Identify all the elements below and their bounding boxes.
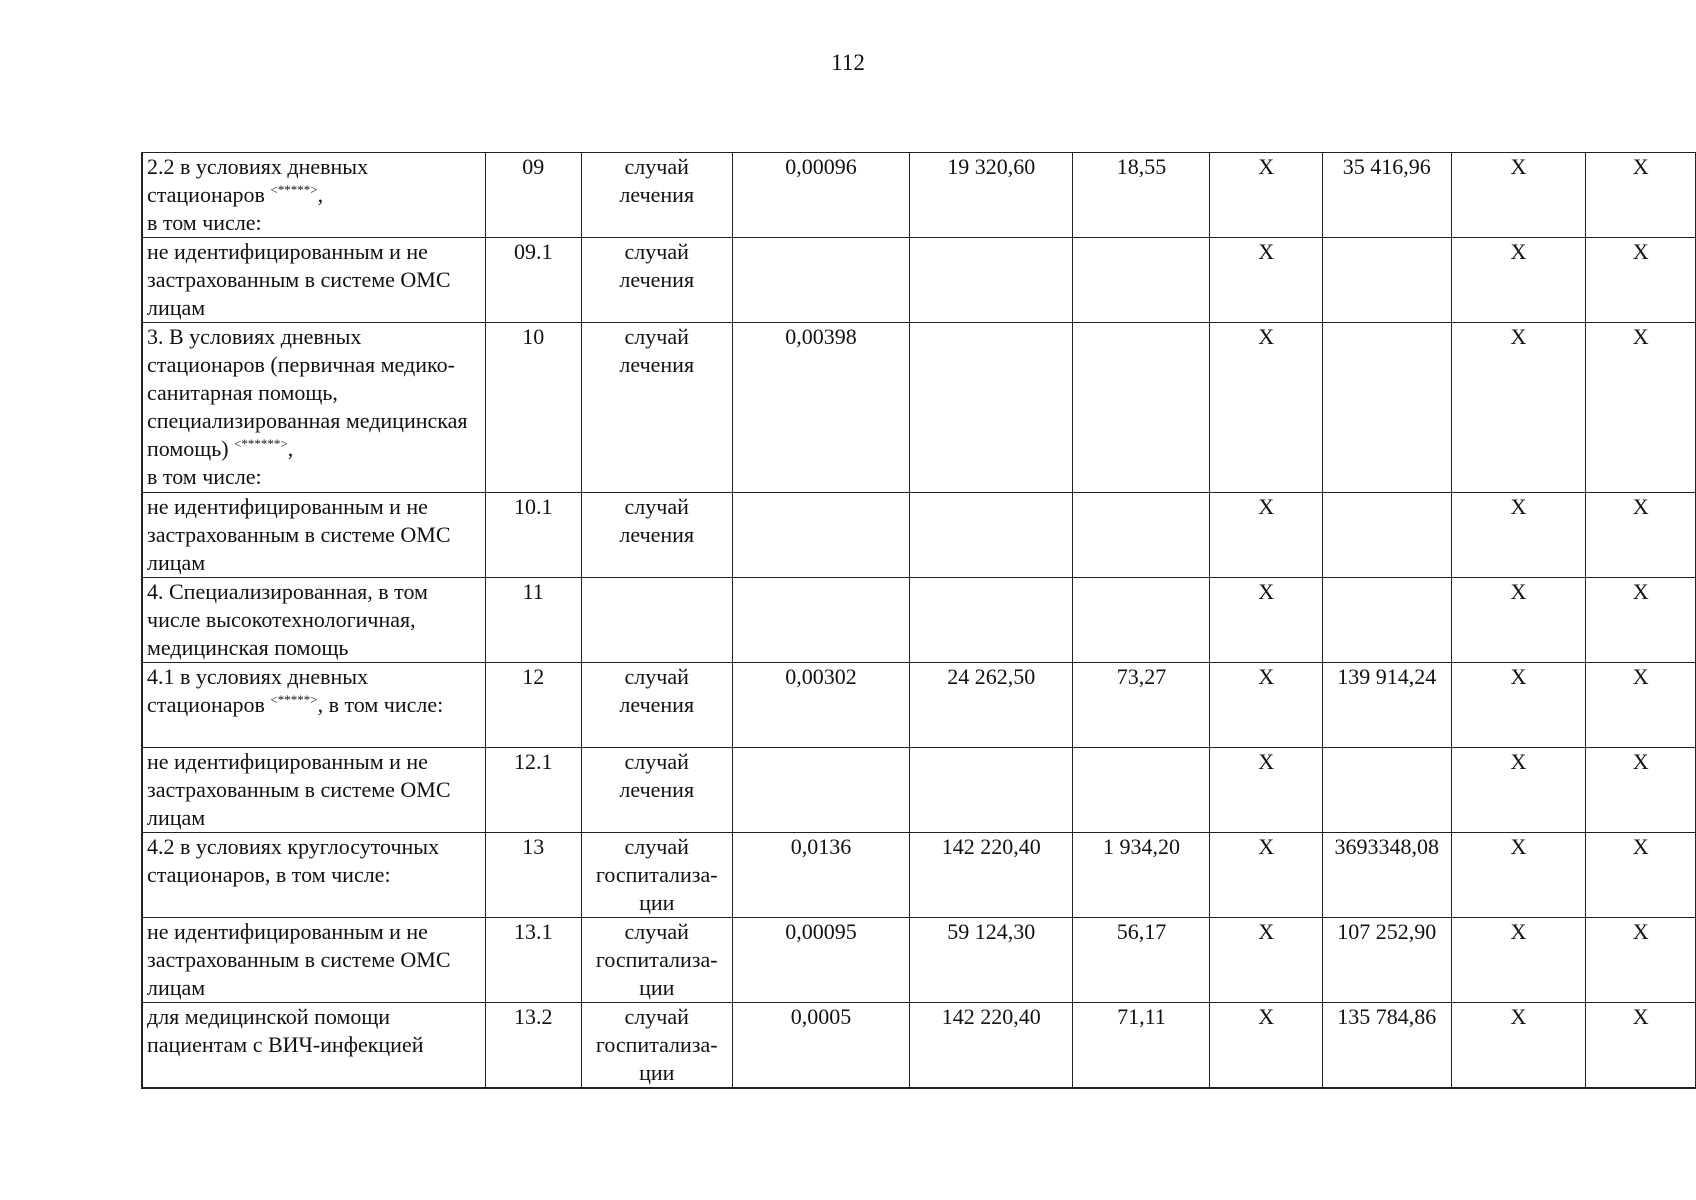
row-col7: X [1210,238,1322,323]
row-name-cell [142,833,485,918]
row-unit: случай лечения [581,238,732,323]
row-col4 [732,238,909,323]
table-row [142,1003,1696,1089]
row-col8 [1322,748,1451,833]
row-col8: 35 416,96 [1322,153,1451,238]
row-col9: X [1451,918,1586,1003]
row-col5 [910,323,1073,493]
row-name-cell [142,578,485,663]
row-col10: X [1586,748,1696,833]
row-col10: X [1586,918,1696,1003]
row-col7: X [1210,918,1322,1003]
footnote-marker: <******> [234,436,288,451]
row-name: 4.2 в условиях круглосуточных стационаров, в том числе: [147,834,440,887]
row-col10: X [1586,238,1696,323]
row-col4 [732,578,909,663]
footnote-marker: <*****> [270,692,318,707]
row-col8 [1322,578,1451,663]
row-unit: случай лечения [581,663,732,748]
row-col5: 24 262,50 [910,663,1073,748]
row-code: 10 [485,323,581,493]
row-name-suffix: , в том числе: [147,436,294,489]
row-col5: 59 124,30 [910,918,1073,1003]
row-name: 3. В условиях дневных стационаров (первичная медико-санитарная помощь, специализированная медицинская помощь) [147,324,468,461]
row-col4: 0,00398 [732,323,909,493]
row-name: не идентифицированным и не застрахованным в системе ОМС лицам [147,239,451,320]
row-name-cell [142,238,485,323]
row-code: 12.1 [485,748,581,833]
row-col9: X [1451,578,1586,663]
row-col7: X [1210,153,1322,238]
row-col9: X [1451,833,1586,918]
row-unit: случай госпитализа- ции [581,918,732,1003]
row-col5 [910,748,1073,833]
row-col5 [910,493,1073,578]
page-number: 112 [831,50,865,75]
row-name-cell [142,918,485,1003]
row-col10: X [1586,1003,1696,1089]
row-col7: X [1210,1003,1322,1089]
row-col8: 107 252,90 [1322,918,1451,1003]
table-row [142,578,1696,663]
row-col5: 19 320,60 [910,153,1073,238]
row-name-suffix: , в том числе: [317,692,444,717]
row-code: 12 [485,663,581,748]
row-col4: 0,00302 [732,663,909,748]
row-name-suffix: , в том числе: [147,182,324,235]
row-col7: X [1210,578,1322,663]
row-name-cell [142,323,485,493]
table-row [142,918,1696,1003]
row-col5 [910,578,1073,663]
row-col4: 0,0136 [732,833,909,918]
row-col6 [1073,578,1210,663]
row-col9: X [1451,153,1586,238]
row-col9: X [1451,493,1586,578]
row-unit: случай лечения [581,493,732,578]
row-col10: X [1586,323,1696,493]
row-col8: 139 914,24 [1322,663,1451,748]
row-col10: X [1586,493,1696,578]
row-col7: X [1210,748,1322,833]
row-unit: случай лечения [581,153,732,238]
row-name: 2.2 в условиях дневных стационаров [147,154,369,207]
row-col5: 142 220,40 [910,1003,1073,1089]
row-name-cell [142,153,485,238]
row-code: 09 [485,153,581,238]
table-row [142,323,1696,493]
row-col7: X [1210,323,1322,493]
row-col9: X [1451,663,1586,748]
row-col8 [1322,238,1451,323]
row-name: 4. Специализированная, в том числе высокотехнологичная, медицинская помощь [147,579,428,660]
row-col4: 0,00096 [732,153,909,238]
row-code: 11 [485,578,581,663]
row-col4: 0,0005 [732,1003,909,1089]
row-name-cell [142,493,485,578]
row-col10: X [1586,833,1696,918]
row-unit: случай лечения [581,748,732,833]
row-unit: случай лечения [581,323,732,493]
row-unit [581,578,732,663]
row-name: не идентифицированным и не застрахованным в системе ОМС лицам [147,919,451,1000]
row-unit: случай госпитализа- ции [581,1003,732,1089]
row-name-cell [142,1003,485,1089]
data-table [141,152,1696,1089]
row-col4 [732,493,909,578]
row-col6 [1073,323,1210,493]
row-col7: X [1210,833,1322,918]
table-row [142,748,1696,833]
row-col6: 56,17 [1073,918,1210,1003]
table-row [142,663,1696,748]
row-col6 [1073,238,1210,323]
row-code: 09.1 [485,238,581,323]
row-col6: 73,27 [1073,663,1210,748]
row-col5: 142 220,40 [910,833,1073,918]
table-row [142,238,1696,323]
row-name: 4.1 в условиях дневных стационаров [147,664,369,717]
row-col9: X [1451,1003,1586,1089]
row-col5 [910,238,1073,323]
row-col4 [732,748,909,833]
row-col10: X [1586,663,1696,748]
row-col10: X [1586,153,1696,238]
row-col6: 18,55 [1073,153,1210,238]
row-col8: 3693348,08 [1322,833,1451,918]
row-col7: X [1210,493,1322,578]
row-name: не идентифицированным и не застрахованным в системе ОМС лицам [147,749,451,830]
row-col9: X [1451,748,1586,833]
row-col9: X [1451,238,1586,323]
row-col6: 1 934,20 [1073,833,1210,918]
row-col6: 71,11 [1073,1003,1210,1089]
row-col7: X [1210,663,1322,748]
row-col8: 135 784,86 [1322,1003,1451,1089]
row-col8 [1322,493,1451,578]
row-name: для медицинской помощи пациентам с ВИЧ-инфекцией [147,1004,424,1057]
table-row [142,493,1696,578]
row-col4: 0,00095 [732,918,909,1003]
row-col6 [1073,748,1210,833]
row-code: 10.1 [485,493,581,578]
row-name-cell [142,748,485,833]
row-code: 13.2 [485,1003,581,1089]
row-col9: X [1451,323,1586,493]
row-col8 [1322,323,1451,493]
row-name: не идентифицированным и не застрахованным в системе ОМС лицам [147,494,451,575]
row-name-cell [142,663,485,748]
table-row [142,833,1696,918]
table-row [142,153,1696,238]
row-code: 13 [485,833,581,918]
row-code: 13.1 [485,918,581,1003]
row-col6 [1073,493,1210,578]
row-unit: случай госпитализа- ции [581,833,732,918]
row-col10: X [1586,578,1696,663]
footnote-marker: <*****> [270,182,318,197]
